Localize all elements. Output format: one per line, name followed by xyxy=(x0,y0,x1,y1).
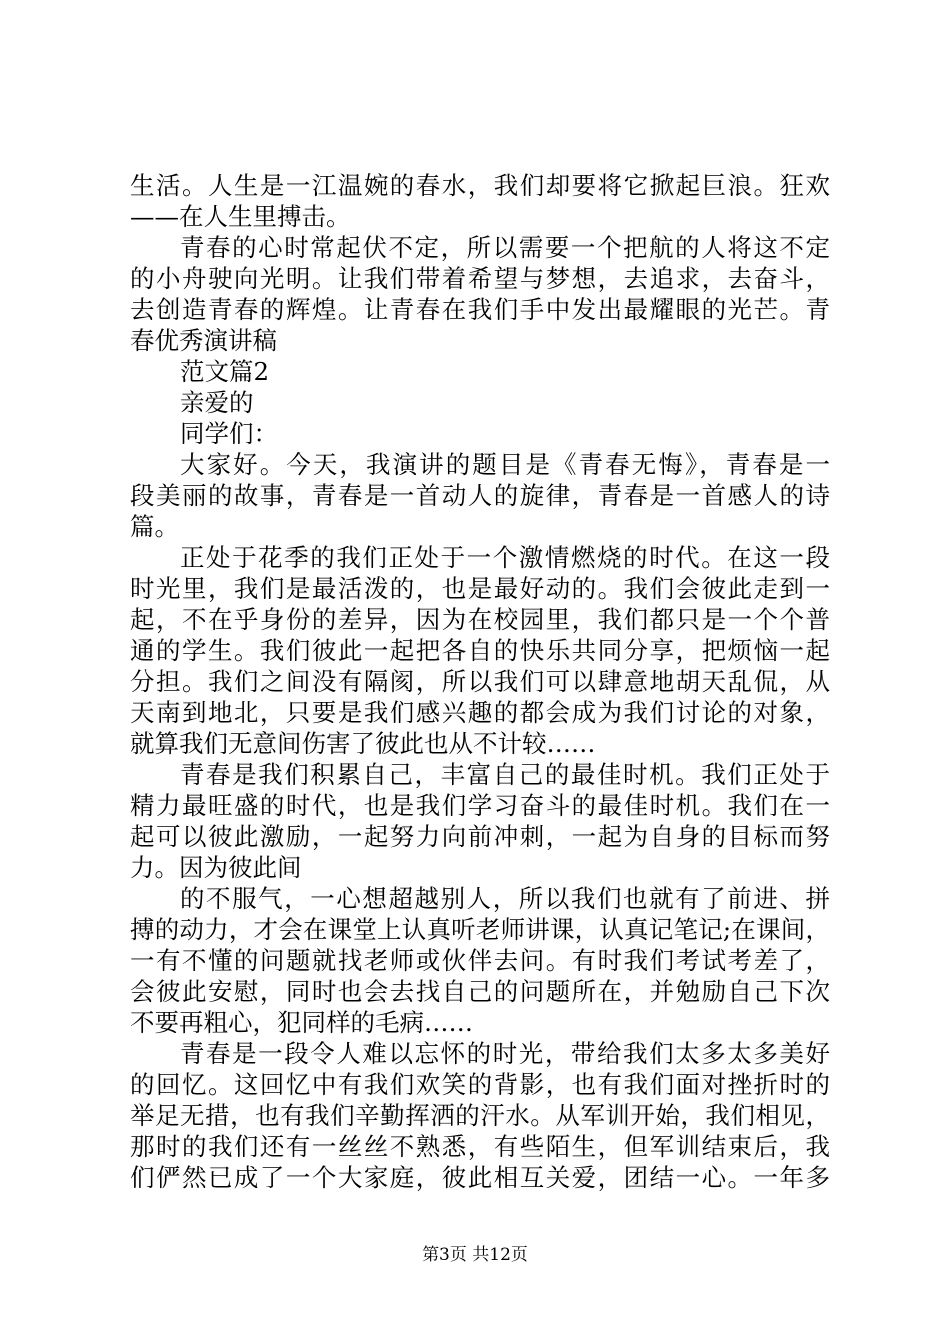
text-line: 时光里，我们是最活泼的，也是最好动的。我们会彼此走到一 xyxy=(130,574,830,603)
text-line: 春优秀演讲稿 xyxy=(130,326,277,355)
text-line: 大家好。今天，我演讲的题目是《青春无悔》，青春是一 xyxy=(180,450,830,479)
page-footer: 第3页 共12页 xyxy=(422,1245,528,1265)
text-line: 青春的心时常起伏不定，所以需要一个把航的人将这不定 xyxy=(180,233,830,262)
body-text xyxy=(130,170,830,1193)
text-line: 力。因为彼此间 xyxy=(130,853,302,882)
text-line: 通的学生。我们彼此一起把各自的快乐共同分享，把烦恼一起 xyxy=(130,636,830,665)
text-line: 们俨然已成了一个大家庭，彼此相互关爱，团结一心。一年多 xyxy=(130,1163,830,1192)
text-line: 一有不懂的问题就找老师或伙伴去问。有时我们考试考差了， xyxy=(130,946,830,975)
text-line: 篇。 xyxy=(130,512,179,541)
text-line: 青春是我们积累自己，丰富自己的最佳时机。我们正处于 xyxy=(180,760,830,789)
text-line: 搏的动力，才会在课堂上认真听老师讲课，认真记笔记;在课间， xyxy=(130,915,830,944)
text-line: 举足无措，也有我们辛勤挥洒的汗水。从军训开始，我们相见， xyxy=(130,1101,830,1130)
text-line: 那时的我们还有一丝丝不熟悉，有些陌生，但军训结束后，我 xyxy=(130,1132,830,1161)
text-line: 的回忆。这回忆中有我们欢笑的背影，也有我们面对挫折时的 xyxy=(130,1070,830,1099)
text-line: 范文篇2 xyxy=(180,357,270,386)
text-line: 的小舟驶向光明。让我们带着希望与梦想，去追求，去奋斗， xyxy=(130,264,830,293)
text-line: 亲爱的 xyxy=(180,388,254,417)
text-line: 青春是一段令人难以忘怀的时光，带给我们太多太多美好 xyxy=(180,1039,830,1068)
text-line: 不要再粗心，犯同样的毛病…… xyxy=(130,1008,473,1037)
text-line: 的不服气，一心想超越别人，所以我们也就有了前进、拼 xyxy=(180,884,830,913)
text-line: 段美丽的故事，青春是一首动人的旋律，青春是一首感人的诗 xyxy=(130,481,830,510)
text-line: 分担。我们之间没有隔阂，所以我们可以肆意地胡天乱侃，从 xyxy=(130,667,830,696)
text-line: 同学们： xyxy=(180,419,278,448)
text-line: ——在人生里搏击。 xyxy=(130,202,351,231)
text-line: 去创造青春的辉煌。让青春在我们手中发出最耀眼的光芒。青 xyxy=(130,295,830,324)
text-line: 生活。人生是一江温婉的春水，我们却要将它掀起巨浪。狂欢 xyxy=(130,171,830,200)
text-line: 天南到地北，只要是我们感兴趣的都会成为我们讨论的对象， xyxy=(130,698,830,727)
text-line: 会彼此安慰，同时也会去找自己的问题所在，并勉励自己下次 xyxy=(130,977,830,1006)
text-line: 起可以彼此激励，一起努力向前冲刺，一起为自身的目标而努 xyxy=(130,822,830,851)
text-line: 就算我们无意间伤害了彼此也从不计较…… xyxy=(130,729,596,758)
text-line: 正处于花季的我们正处于一个激情燃烧的时代。在这一段 xyxy=(180,543,830,572)
text-line: 起，不在乎身份的差异，因为在校园里，我们都只是一个个普 xyxy=(130,605,830,634)
text-line: 精力最旺盛的时代，也是我们学习奋斗的最佳时机。我们在一 xyxy=(130,791,830,820)
